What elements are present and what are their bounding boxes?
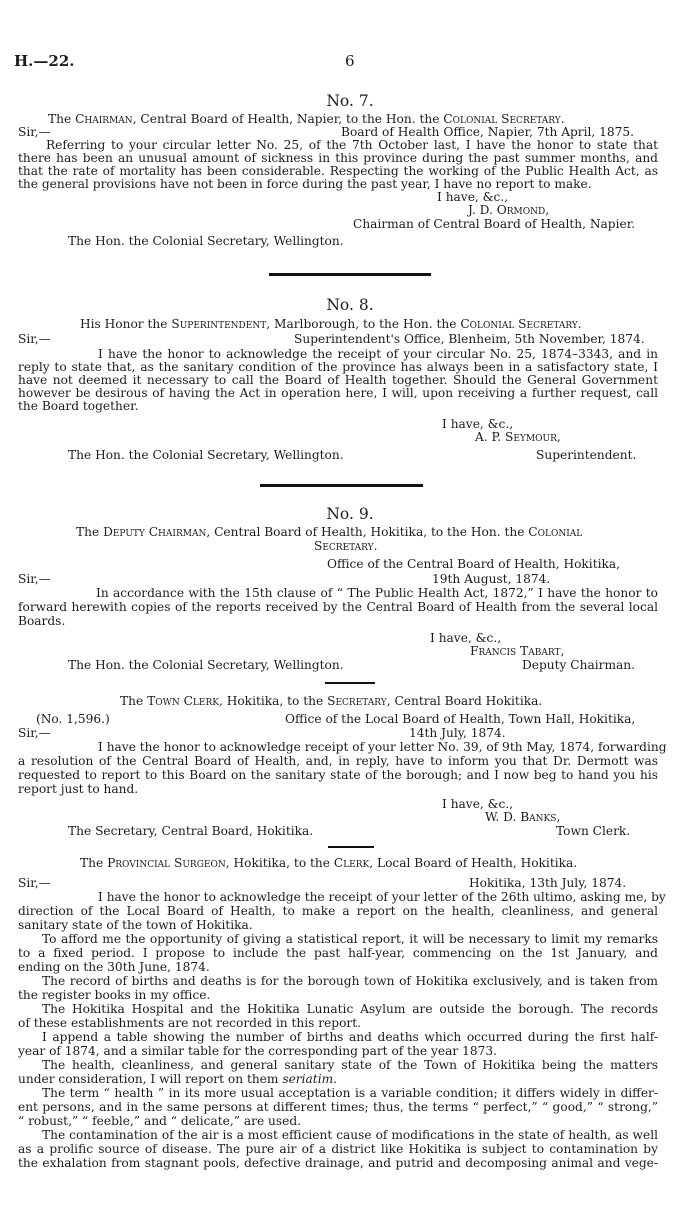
letter-9-address-line: Secretary. xyxy=(314,539,378,553)
report-paragraph: I append a table showing the number of births and deaths which occurred during the first half- xyxy=(42,1030,658,1044)
town-clerk-signature: W. D. Banks, xyxy=(485,810,561,824)
report-paragraph: sanitary state of the town of Hokitika. xyxy=(18,918,253,932)
town-clerk-office: Office of the Local Board of Health, Town Hall, Hokitika, xyxy=(285,712,636,726)
letter-9-body: In accordance with the 15th clause of “ The Public Health Act, 1872,” I have the honor to xyxy=(96,586,658,600)
town-clerk-body: requested to report to this Board on the sanitary state of the borough; and I now beg to hand you his xyxy=(18,768,658,782)
town-clerk-body: a resolution of the Central Board of Health, and, in reply, have to inform you that Dr. Dermott was xyxy=(18,754,658,768)
letter-7-signature: J. D. Ormond, xyxy=(468,203,550,217)
letter-7-signatory-title: Chairman of Central Board of Health, Napier. xyxy=(353,217,636,231)
town-clerk-date: 14th July, 1874. xyxy=(409,726,506,740)
letter-9-closing: I have, &c., xyxy=(430,631,502,645)
page-number: 6 xyxy=(345,52,355,70)
provincial-surgeon-date: Hokitika, 13th July, 1874. xyxy=(469,876,627,890)
town-clerk-salutation: Sir,— xyxy=(18,726,51,740)
report-paragraph: The Hokitika Hospital and the Hokitika Lunatic Asylum are outside the borough. The records xyxy=(42,1002,658,1016)
report-paragraph: to a fixed period. I propose to include the past half-year, commencing on the 1st January, and xyxy=(18,946,658,960)
letter-8-body: have not deemed it necessary to call the Board of Health together. Should the General Government xyxy=(18,373,658,387)
town-clerk-signatory-title: Town Clerk. xyxy=(556,824,631,838)
letter-9-salutation: Sir,— xyxy=(18,572,51,586)
letter-9-office: Office of the Central Board of Health, Hokitika, xyxy=(327,557,621,571)
letter-7-recipient: The Hon. the Colonial Secretary, Wellington. xyxy=(68,234,344,248)
letter-8-signature: A. P. Seymour, xyxy=(475,430,561,444)
letter-8-body: the Board together. xyxy=(18,399,139,413)
letter-7-body: the general provisions have not been in force during the past year, I have no report to make. xyxy=(18,177,592,191)
letter-8-address-line: His Honor the Superintendent, Marlborough, to the Hon. the Colonial Secretary. xyxy=(80,317,582,331)
letter-9-heading: No. 9. xyxy=(326,505,374,523)
report-paragraph: of these establishments are not recorded in this report. xyxy=(18,1016,362,1030)
report-paragraph: I have the honor to acknowledge the receipt of your letter of the 26th ultimo, asking me, by xyxy=(98,890,666,904)
town-clerk-closing: I have, &c., xyxy=(442,797,514,811)
letter-7-heading: No. 7. xyxy=(326,92,374,110)
letter-7-closing: I have, &c., xyxy=(437,190,509,204)
town-clerk-reference-number: (No. 1,596.) xyxy=(36,712,110,726)
letter-8-body: however be desirous of having the Act in operation here, I will, upon receiving a further request, call xyxy=(18,386,658,400)
letter-9-recipient: The Hon. the Colonial Secretary, Wellington. xyxy=(68,658,344,672)
report-paragraph: year of 1874, and a similar table for the corresponding part of the year 1873. xyxy=(18,1044,497,1058)
report-paragraph: “ robust,” “ feeble,” and “ delicate,” are used. xyxy=(18,1114,302,1128)
town-clerk-recipient: The Secretary, Central Board, Hokitika. xyxy=(68,824,314,838)
section-divider xyxy=(260,484,423,487)
letter-9-address-line: The Deputy Chairman, Central Board of Health, Hokitika, to the Hon. the Colonial xyxy=(76,525,583,539)
letter-8-signatory-title: Superintendent. xyxy=(536,448,637,462)
provincial-surgeon-salutation: Sir,— xyxy=(18,876,51,890)
document-reference: H.—22. xyxy=(14,52,75,70)
report-paragraph: The record of births and deaths is for the borough town of Hokitika exclusively, and is taken from xyxy=(42,974,658,988)
report-paragraph: To afford me the opportunity of giving a statistical report, it will be necessary to limit my remarks xyxy=(42,932,658,946)
section-divider xyxy=(269,273,431,276)
letter-9-date: 19th August, 1874. xyxy=(432,572,551,586)
letter-8-salutation: Sir,— xyxy=(18,332,51,346)
report-paragraph: the exhalation from stagnant pools, defective drainage, and putrid and decomposing animal and vege- xyxy=(18,1156,658,1170)
letter-9-body: Boards. xyxy=(18,614,66,628)
report-paragraph: under consideration, I will report on them seriatim. xyxy=(18,1072,338,1086)
letter-8-closing: I have, &c., xyxy=(442,417,514,431)
letter-7-body: Referring to your circular letter No. 25, of the 7th October last, I have the honor to state that xyxy=(46,138,658,152)
letter-9-signature: Francis Tabart, xyxy=(470,644,565,658)
report-paragraph: the register books in my office. xyxy=(18,988,211,1002)
letter-7-body: there has been an unusual amount of sickness in this province during the past summer months, and xyxy=(18,151,658,165)
report-paragraph: as a prolific source of disease. The pure air of a district like Hokitika is subject to contamination by xyxy=(18,1142,658,1156)
letter-9-signatory-title: Deputy Chairman. xyxy=(522,658,636,672)
letter-7-address-line: The Chairman, Central Board of Health, Napier, to the Hon. the Colonial Secretary. xyxy=(48,112,565,126)
report-paragraph: ending on the 30th June, 1874. xyxy=(18,960,210,974)
letter-7-office-date: Board of Health Office, Napier, 7th April, 1875. xyxy=(341,125,635,139)
report-paragraph: ent persons, and in the same persons at different times; thus, the terms “ perfect,” “ good,” “ strong,” xyxy=(18,1100,658,1114)
report-paragraph: The contamination of the air is a most efficient cause of modifications in the state of health, as well xyxy=(42,1128,658,1142)
letter-7-body: that the rate of mortality has been considerable. Respecting the working of the Public Health Act, as xyxy=(18,164,658,178)
report-paragraph: The term “ health ” in its more usual acceptation is a variable condition; it differs widely in differ- xyxy=(42,1086,658,1100)
town-clerk-body: report just to hand. xyxy=(18,782,139,796)
report-paragraph: direction of the Local Board of Health, to make a report on the health, cleanliness, and general xyxy=(18,904,658,918)
letter-9-body: forward herewith copies of the reports received by the Central Board of Health from the several local xyxy=(18,600,658,614)
short-divider xyxy=(328,846,374,848)
town-clerk-body: I have the honor to acknowledge receipt of your letter No. 39, of 9th May, 1874, forwarding xyxy=(98,740,667,754)
letter-8-body: reply to state that, as the sanitary condition of the province has always been in a satisfactory state, I xyxy=(18,360,658,374)
report-paragraph: The health, cleanliness, and general sanitary state of the Town of Hokitika being the matters xyxy=(42,1058,658,1072)
letter-8-recipient: The Hon. the Colonial Secretary, Wellington. xyxy=(68,448,344,462)
letter-8-office-date: Superintendent's Office, Blenheim, 5th November, 1874. xyxy=(294,332,645,346)
letter-8-body: I have the honor to acknowledge the receipt of your circular No. 25, 1874–3343, and in xyxy=(98,347,658,361)
provincial-surgeon-address-line: The Provincial Surgeon, Hokitika, to the Clerk, Local Board of Health, Hokitika. xyxy=(80,856,578,870)
letter-7-salutation: Sir,— xyxy=(18,125,51,139)
letter-8-heading: No. 8. xyxy=(326,296,374,314)
town-clerk-address-line: The Town Clerk, Hokitika, to the Secretary, Central Board Hokitika. xyxy=(120,694,543,708)
short-divider xyxy=(325,682,375,684)
